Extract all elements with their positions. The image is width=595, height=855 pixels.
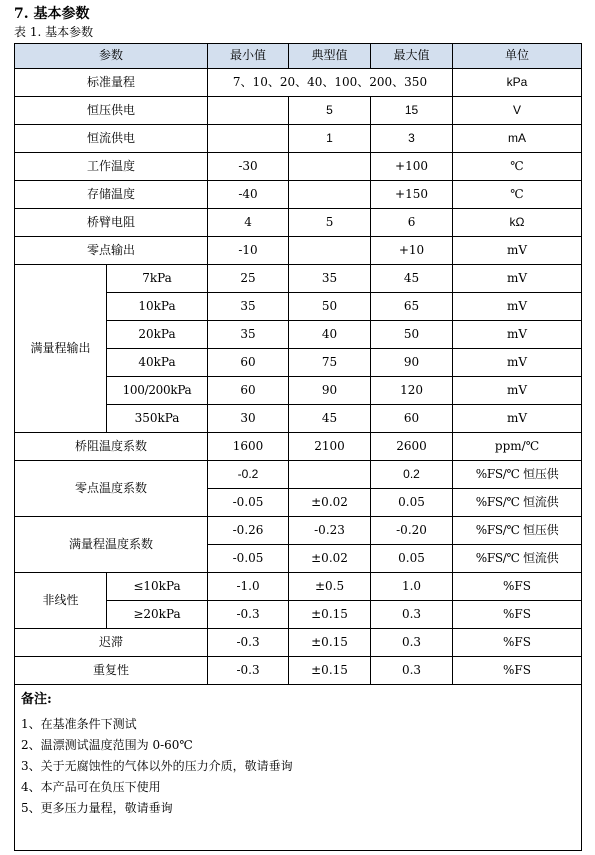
typ-cell: ±0.15 (289, 629, 371, 657)
min-cell: -0.3 (208, 657, 289, 685)
max-cell: 0.3 (371, 601, 453, 629)
table-row (15, 125, 582, 153)
typ-cell (289, 461, 371, 489)
typ-cell: 2100 (289, 433, 371, 461)
range-values: 7、10、20、40、100、200、350 (208, 69, 453, 97)
table-row (15, 573, 582, 601)
min-cell: 35 (208, 293, 289, 321)
max-cell: +10 (371, 237, 453, 265)
param-name: 零点输出 (15, 237, 208, 265)
min-cell: -0.05 (208, 489, 289, 517)
max-cell: 3 (371, 125, 453, 153)
section-title: 7. 基本参数 (14, 6, 90, 22)
unit-cell: %FS (453, 601, 582, 629)
sub-range-cell: 40kPa (107, 349, 208, 377)
table-row (15, 181, 582, 209)
unit-cell: mV (453, 265, 582, 293)
unit-cell: ℃ (453, 181, 582, 209)
param-name: 桥阻温度系数 (15, 433, 208, 461)
unit-cell: mV (453, 237, 582, 265)
min-cell: -30 (208, 153, 289, 181)
unit-cell: mV (453, 405, 582, 433)
min-cell: -1.0 (208, 573, 289, 601)
max-cell: 50 (371, 321, 453, 349)
max-cell: 1.0 (371, 573, 453, 601)
unit-cell: mV (453, 377, 582, 405)
max-cell: 90 (371, 349, 453, 377)
min-cell (208, 97, 289, 125)
typ-cell: ±0.15 (289, 601, 371, 629)
param-name: 零点温度系数 (15, 461, 208, 517)
unit-cell: %FS/℃ 恒流供 (453, 545, 582, 573)
notes-row (15, 685, 582, 851)
min-cell: -0.26 (208, 517, 289, 545)
typ-cell: 75 (289, 349, 371, 377)
sub-range-cell: 20kPa (107, 321, 208, 349)
param-name: 存储温度 (15, 181, 208, 209)
table-row (15, 237, 582, 265)
param-name: 桥臂电阻 (15, 209, 208, 237)
unit-cell: mV (453, 349, 582, 377)
min-cell: 35 (208, 321, 289, 349)
max-cell: -0.20 (371, 517, 453, 545)
table-row (15, 69, 582, 97)
sub-range-cell: 10kPa (107, 293, 208, 321)
table-caption: 表 1. 基本参数 (14, 25, 94, 39)
param-name: 迟滞 (15, 629, 208, 657)
note-item: 3、关于无腐蚀性的气体以外的压力介质，敬请垂询 (21, 758, 293, 773)
max-cell: 0.3 (371, 629, 453, 657)
note-item: 1、在基准条件下测试 (21, 716, 137, 731)
min-cell: 30 (208, 405, 289, 433)
unit-cell: mA (453, 125, 582, 153)
typ-cell: 45 (289, 405, 371, 433)
unit-cell: kΩ (453, 209, 582, 237)
typ-cell (289, 237, 371, 265)
min-cell: -0.2 (208, 461, 289, 489)
typ-cell: -0.23 (289, 517, 371, 545)
sub-range-cell: 350kPa (107, 405, 208, 433)
min-cell: 25 (208, 265, 289, 293)
min-cell: 1600 (208, 433, 289, 461)
param-name: 恒流供电 (15, 125, 208, 153)
max-cell: 60 (371, 405, 453, 433)
max-cell: 120 (371, 377, 453, 405)
table-row (15, 433, 582, 461)
typ-cell (289, 153, 371, 181)
unit-cell: %FS (453, 657, 582, 685)
table-row (15, 657, 582, 685)
typ-cell: 40 (289, 321, 371, 349)
min-cell: -0.3 (208, 629, 289, 657)
max-cell: 2600 (371, 433, 453, 461)
typ-cell (289, 181, 371, 209)
max-cell: +150 (371, 181, 453, 209)
parameters-table (14, 43, 582, 851)
unit-cell: ℃ (453, 153, 582, 181)
min-cell: -0.05 (208, 545, 289, 573)
min-cell: -40 (208, 181, 289, 209)
table-row (15, 517, 582, 545)
note-item: 2、温漂测试温度范围为 0-60℃ (21, 737, 193, 752)
max-cell: +100 (371, 153, 453, 181)
typ-cell: ±0.02 (289, 489, 371, 517)
unit-cell: %FS (453, 629, 582, 657)
min-cell: 4 (208, 209, 289, 237)
header-typ: 典型值 (289, 44, 371, 69)
typ-cell: ±0.15 (289, 657, 371, 685)
sub-range-cell: 7kPa (107, 265, 208, 293)
notes-title: 备注: (21, 692, 52, 707)
min-cell: -10 (208, 237, 289, 265)
min-cell: -0.3 (208, 601, 289, 629)
sub-range-cell: ≤10kPa (107, 573, 208, 601)
param-name: 恒压供电 (15, 97, 208, 125)
unit-cell: mV (453, 293, 582, 321)
max-cell: 15 (371, 97, 453, 125)
header-min: 最小值 (208, 44, 289, 69)
param-name: 非线性 (15, 573, 107, 629)
table-header-row (15, 44, 582, 69)
table-row (15, 153, 582, 181)
sub-range-cell: 100/200kPa (107, 377, 208, 405)
min-cell: 60 (208, 349, 289, 377)
typ-cell: ±0.5 (289, 573, 371, 601)
table-row (15, 209, 582, 237)
typ-cell: ±0.02 (289, 545, 371, 573)
unit-cell: %FS (453, 573, 582, 601)
unit-cell: V (453, 97, 582, 125)
typ-cell: 35 (289, 265, 371, 293)
unit-cell: kPa (453, 69, 582, 97)
notes-section (15, 685, 582, 851)
sub-range-cell: ≥20kPa (107, 601, 208, 629)
unit-cell: mV (453, 321, 582, 349)
typ-cell: 90 (289, 377, 371, 405)
unit-cell: %FS/℃ 恒压供 (453, 517, 582, 545)
header-unit: 单位 (453, 44, 582, 69)
header-param: 参数 (15, 44, 208, 69)
max-cell: 6 (371, 209, 453, 237)
min-cell: 60 (208, 377, 289, 405)
max-cell: 0.05 (371, 489, 453, 517)
param-name: 满量程输出 (15, 265, 107, 433)
typ-cell: 50 (289, 293, 371, 321)
table-row (15, 265, 582, 293)
typ-cell: 5 (289, 97, 371, 125)
unit-cell: %FS/℃ 恒流供 (453, 489, 582, 517)
unit-cell: ppm/℃ (453, 433, 582, 461)
header-max: 最大值 (371, 44, 453, 69)
unit-cell: %FS/℃ 恒压供 (453, 461, 582, 489)
param-name: 标准量程 (15, 69, 208, 97)
param-name: 工作温度 (15, 153, 208, 181)
table-row (15, 461, 582, 489)
max-cell: 0.3 (371, 657, 453, 685)
note-item: 5、更多压力量程，敬请垂询 (21, 800, 173, 815)
table-row (15, 97, 582, 125)
min-cell (208, 125, 289, 153)
param-name: 满量程温度系数 (15, 517, 208, 573)
max-cell: 0.2 (371, 461, 453, 489)
note-item: 4、本产品可在负压下使用 (21, 779, 161, 794)
max-cell: 45 (371, 265, 453, 293)
typ-cell: 5 (289, 209, 371, 237)
param-name: 重复性 (15, 657, 208, 685)
max-cell: 65 (371, 293, 453, 321)
max-cell: 0.05 (371, 545, 453, 573)
typ-cell: 1 (289, 125, 371, 153)
table-row (15, 629, 582, 657)
